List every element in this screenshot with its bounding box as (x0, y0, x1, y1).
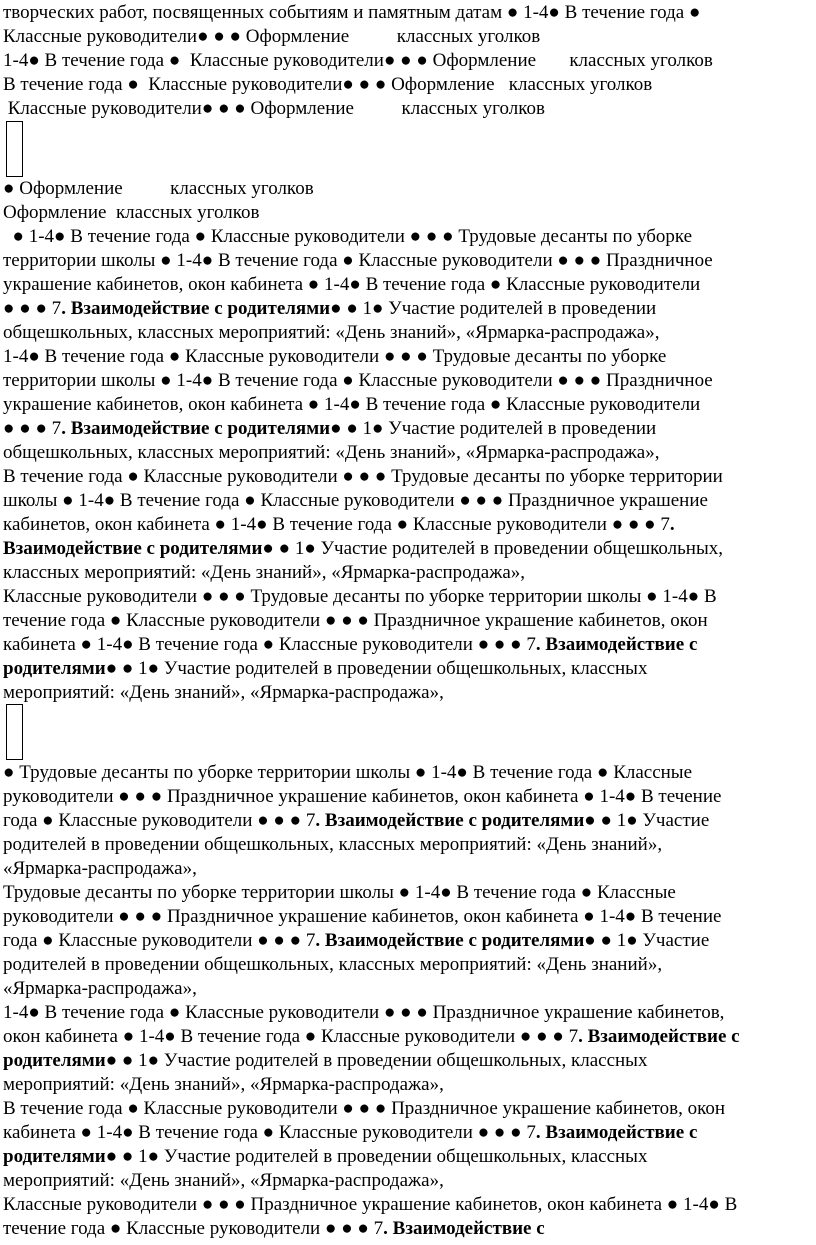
text-run: общешкольных, классных мероприятий: «День знаний», «Ярмарка-распродажа», (3, 442, 660, 463)
bold-text-run: . Взаимодействие с родителями (61, 298, 331, 319)
text-run: ● ● 1● Участие родителей в проведении (330, 418, 657, 439)
text-run: «Ярмарка-распродажа», (3, 978, 197, 999)
text-run: 1-4● В течение года ● Классные руководители ● ● ● Трудовые десанты по уборке (3, 346, 667, 367)
text-run: «Ярмарка-распродажа», (3, 858, 197, 879)
text-line (3, 25, 540, 49)
text-run: кабинета ● 1-4● В течение года ● Классные руководители ● ● ● 7 (3, 1122, 536, 1143)
text-run: украшение кабинетов, окон кабинета ● 1-4● В течение года ● Классные руководители (3, 274, 701, 295)
text-line (3, 633, 697, 657)
text-line (3, 201, 259, 225)
text-run: В течение года ● Классные руководители ● ● ● Трудовые десанты по уборке территории (3, 466, 723, 487)
text-line (3, 561, 525, 585)
text-run: мероприятий: «День знаний», «Ярмарка-распродажа», (3, 1074, 444, 1095)
text-run: течение года ● Классные руководители ● ● ● 7 (3, 1218, 384, 1239)
text-line (3, 953, 662, 977)
text-run: классных мероприятий: «День знаний», «Ярмарка-распродажа», (3, 562, 526, 583)
text-run: общешкольных, классных мероприятий: «День знаний», «Ярмарка-распродажа», (3, 322, 660, 343)
text-run: течение года ● Классные руководители ● ● ● Праздничное украшение кабинетов, окон (3, 610, 708, 631)
text-run: 1-4● В течение года ● Классные руководители● ● ● Оформление классных уголков (3, 50, 713, 71)
text-run: родителей в проведении общешкольных, классных мероприятий: «День знаний», (3, 834, 663, 855)
text-line (3, 1097, 725, 1121)
text-line (3, 225, 692, 249)
bold-text-run: родителями (3, 1146, 106, 1167)
text-run: кабинетов, окон кабинета ● 1-4● В течение года ● Классные руководители ● ● ● 7 (3, 514, 670, 535)
text-line (3, 297, 656, 321)
text-line (3, 785, 721, 809)
text-line (3, 761, 692, 785)
text-line (3, 977, 197, 1001)
text-line (3, 537, 723, 561)
empty-frame-box (6, 704, 23, 760)
text-run: мероприятий: «День знаний», «Ярмарка-распродажа», (3, 1170, 444, 1191)
text-line (3, 1217, 545, 1241)
text-run: года ● Классные руководители ● ● ● 7 (3, 810, 316, 831)
text-line (3, 273, 700, 297)
text-line (3, 97, 545, 121)
text-line (3, 441, 659, 465)
bold-text-run: . (669, 514, 675, 535)
text-line (3, 1, 700, 25)
text-run: Классные руководители ● ● ● Праздничное украшение кабинетов, окон кабинета ● 1-4● В (3, 1194, 738, 1215)
text-run: ● ● 1● Участие родителей в проведении (330, 298, 657, 319)
bold-text-run: . Взаимодействие с (383, 1218, 545, 1239)
text-line (3, 1121, 697, 1145)
text-run: ● ● 1● Участие родителей в проведении общешкольных, классных (105, 1050, 648, 1071)
text-line (3, 857, 197, 881)
text-line (3, 249, 713, 273)
text-line (3, 393, 700, 417)
text-line (3, 1025, 740, 1049)
text-line (3, 833, 662, 857)
text-line (3, 177, 314, 201)
bold-text-run: . Взаимодействие с родителями (61, 418, 331, 439)
bold-text-run: родителями (3, 658, 106, 679)
text-line (3, 809, 709, 833)
text-run: территории школы ● 1-4● В течение года ● Классные руководители ● ● ● Праздничное (3, 370, 713, 391)
text-line (3, 513, 675, 537)
text-line (3, 1169, 444, 1193)
text-run: кабинета ● 1-4● В течение года ● Классные руководители ● ● ● 7 (3, 634, 536, 655)
text-line (3, 585, 717, 609)
text-run: Оформление классных уголков (3, 202, 260, 223)
text-line (3, 905, 721, 929)
text-line (3, 465, 723, 489)
text-run: территории школы ● 1-4● В течение года ● Классные руководители ● ● ● Праздничное (3, 250, 713, 271)
text-run: окон кабинета ● 1-4● В течение года ● Классные руководители ● ● ● 7 (3, 1026, 579, 1047)
text-line (3, 1049, 647, 1073)
text-run: ● Трудовые десанты по уборке территории школы ● 1-4● В течение года ● Классные (3, 762, 693, 783)
text-run: ● ● ● 7 (3, 298, 62, 319)
text-line (3, 49, 713, 73)
text-run: 1-4● В течение года ● Классные руководители ● ● ● Праздничное украшение кабинетов, (3, 1002, 725, 1023)
text-run: руководители ● ● ● Праздничное украшение кабинетов, окон кабинета ● 1-4● В течение (3, 786, 722, 807)
text-line (3, 417, 656, 441)
text-run: школы ● 1-4● В течение года ● Классные руководители ● ● ● Праздничное украшение (3, 490, 708, 511)
text-run: В течение года ● Классные руководители● ● ● Оформление классных уголков (3, 74, 653, 95)
text-run: В течение года ● Классные руководители ● ● ● Праздничное украшение кабинетов, окон (3, 1098, 726, 1119)
text-line (3, 1193, 737, 1217)
text-run: года ● Классные руководители ● ● ● 7 (3, 930, 316, 951)
text-run: Трудовые десанты по уборке территории школы ● 1-4● В течение года ● Классные (3, 882, 676, 903)
bold-text-run: родителями (3, 1050, 106, 1071)
text-run: ● ● 1● Участие (584, 810, 710, 831)
text-run: Классные руководители● ● ● Оформление классных уголков (3, 98, 545, 119)
text-run: родителей в проведении общешкольных, классных мероприятий: «День знаний», (3, 954, 663, 975)
text-run: Классные руководители● ● ● Оформление классных уголков (3, 26, 541, 47)
text-run: ● ● ● 7 (3, 418, 62, 439)
text-run: руководители ● ● ● Праздничное украшение кабинетов, окон кабинета ● 1-4● В течение (3, 906, 722, 927)
bold-text-run: . Взаимодействие с (578, 1026, 740, 1047)
text-run: ● Оформление классных уголков (3, 178, 314, 199)
text-run: ● ● 1● Участие родителей в проведении общешкольных, классных (105, 658, 648, 679)
text-run: украшение кабинетов, окон кабинета ● 1-4● В течение года ● Классные руководители (3, 394, 701, 415)
text-line (3, 681, 444, 705)
bold-text-run: . Взаимодействие с (535, 1122, 698, 1143)
bold-text-run: Взаимодействие с родителями (3, 538, 263, 559)
text-run: мероприятий: «День знаний», «Ярмарка-распродажа», (3, 682, 444, 703)
text-line (3, 881, 676, 905)
text-run: ● ● 1● Участие (584, 930, 710, 951)
text-run: ● ● 1● Участие родителей в проведении общешкольных, (262, 538, 723, 559)
empty-frame-box (6, 121, 23, 177)
text-line (3, 321, 659, 345)
text-line (3, 1073, 444, 1097)
text-run: ● 1-4● В течение года ● Классные руководители ● ● ● Трудовые десанты по уборке (3, 226, 693, 247)
text-line (3, 1001, 724, 1025)
bold-text-run: . Взаимодействие с родителями (315, 810, 585, 831)
text-line (3, 345, 666, 369)
text-line (3, 1145, 647, 1169)
text-line (3, 489, 708, 513)
text-run: ● ● 1● Участие родителей в проведении общешкольных, классных (105, 1146, 648, 1167)
text-line (3, 929, 709, 953)
text-run: творческих работ, посвященных событиям и памятным датам ● 1-4● В течение года ● (3, 2, 701, 23)
text-run: Классные руководители ● ● ● Трудовые десанты по уборке территории школы ● 1-4● В (3, 586, 717, 607)
text-line (3, 657, 647, 681)
text-line (3, 369, 713, 393)
text-line (3, 609, 708, 633)
bold-text-run: . Взаимодействие с родителями (315, 930, 585, 951)
bold-text-run: . Взаимодействие с (535, 634, 698, 655)
text-line (3, 73, 652, 97)
